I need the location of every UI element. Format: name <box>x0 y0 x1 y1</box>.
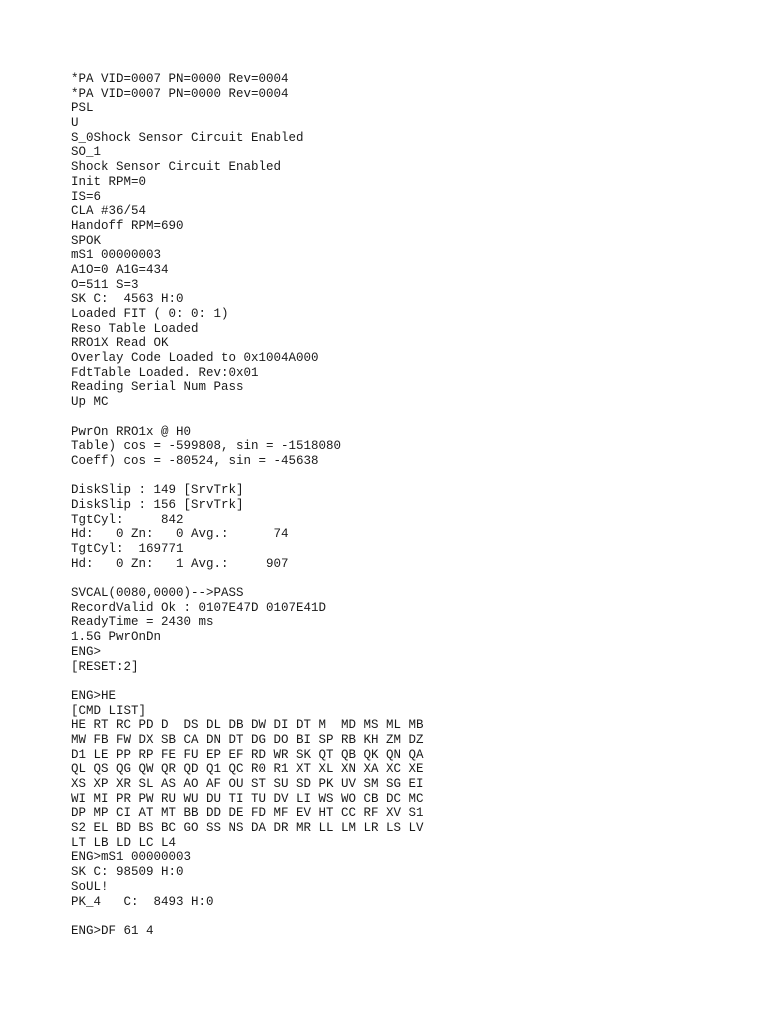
terminal-line: Loaded FIT ( 0: 0: 1) <box>71 307 229 321</box>
terminal-line: HE RT RC PD D DS DL DB DW DI DT M MD MS ML MB <box>71 718 424 733</box>
terminal-line: PwrOn RRO1x @ H0 <box>71 424 192 439</box>
terminal-line: SK C: 98509 H:0 <box>71 865 184 880</box>
terminal-line: RecordValid Ok : 0107E47D 0107E41D <box>71 600 327 615</box>
terminal-line: S2 EL BD BS BC GO SS NS DA DR MR LL LM LR LS LV <box>71 821 424 836</box>
terminal-line: ReadyTime = 2430 ms <box>71 615 214 630</box>
terminal-line: SK C: 4563 H:0 <box>71 292 184 307</box>
terminal-line: Overlay Code Loaded to 0x1004A000 <box>71 351 319 366</box>
terminal-line: MW FB FW DX SB CA DN DT DG DO BI SP RB KH ZM DZ <box>71 732 424 747</box>
terminal-line: Shock Sensor Circuit Enabled <box>71 160 282 175</box>
terminal-line: ENG>mS1 00000003 <box>71 850 192 865</box>
terminal-line: *PA VID=0007 PN=0000 Rev=0004 <box>71 72 289 86</box>
terminal-line: U <box>71 116 79 131</box>
terminal-line <box>71 674 751 689</box>
terminal-line: *PA VID=0007 PN=0000 Rev=0004 <box>71 86 289 101</box>
terminal-line: SVCAL(0080,0000)-->PASS <box>71 586 244 601</box>
terminal-line: FdtTable Loaded. Rev:0x01 <box>71 365 259 380</box>
terminal-line: Table) cos = -599808, sin = -1518080 <box>71 439 342 454</box>
terminal-line: Handoff RPM=690 <box>71 218 184 233</box>
terminal-line: [RESET:2] <box>71 659 139 674</box>
terminal-line: SO_1 <box>71 145 102 160</box>
terminal-line: O=511 S=3 <box>71 277 139 292</box>
terminal-line: S_0Shock Sensor Circuit Enabled <box>71 130 304 145</box>
terminal-line <box>71 571 751 586</box>
terminal-line: A1O=0 A1G=434 <box>71 262 169 277</box>
terminal-line <box>71 469 751 484</box>
terminal-line: PSL <box>71 101 94 116</box>
terminal-line: TgtCyl: 169771 <box>71 542 184 556</box>
terminal-line: ENG>HE <box>71 688 117 703</box>
terminal-line <box>71 410 751 425</box>
terminal-line: Hd: 0 Zn: 0 Avg.: 74 <box>71 527 289 542</box>
terminal-line: Reso Table Loaded <box>71 321 199 336</box>
terminal-line: [CMD LIST] <box>71 703 147 718</box>
terminal-line: mS1 00000003 <box>71 248 162 263</box>
terminal-line: WI MI PR PW RU WU DU TI TU DV LI WS WO CB DC MC <box>71 791 424 806</box>
terminal-line: PK_4 C: 8493 H:0 <box>71 894 214 909</box>
terminal-output <box>71 72 751 939</box>
terminal-line: TgtCyl: 842 <box>71 512 184 527</box>
terminal-line: XS XP XR SL AS AO AF OU ST SU SD PK UV SM SG EI <box>71 777 424 791</box>
terminal-line: LT LB LD LC L4 <box>71 835 177 850</box>
terminal-line: DiskSlip : 149 [SrvTrk] <box>71 483 244 498</box>
terminal-line: QL QS QG QW QR QD Q1 QC R0 R1 XT XL XN XA XC XE <box>71 762 424 777</box>
terminal-line: Up MC <box>71 395 109 410</box>
terminal-line: Reading Serial Num Pass <box>71 380 244 395</box>
terminal-line: 1.5G PwrOnDn <box>71 630 162 645</box>
terminal-line: Coeff) cos = -80524, sin = -45638 <box>71 453 319 468</box>
terminal-line: DP MP CI AT MT BB DD DE FD MF EV HT CC RF XV S1 <box>71 806 424 821</box>
terminal-line: SPOK <box>71 233 102 248</box>
terminal-line: RRO1X Read OK <box>71 336 169 351</box>
terminal-line: Init RPM=0 <box>71 174 147 189</box>
terminal-line: Hd: 0 Zn: 1 Avg.: 907 <box>71 556 289 571</box>
terminal-line: CLA #36/54 <box>71 204 147 219</box>
terminal-line <box>71 909 751 924</box>
terminal-prompt-line[interactable]: ENG>DF 61 4 <box>71 923 154 938</box>
terminal-line: SoUL! <box>71 879 109 894</box>
terminal-line: D1 LE PP RP FE FU EP EF RD WR SK QT QB QK QN QA <box>71 747 424 762</box>
terminal-line: DiskSlip : 156 [SrvTrk] <box>71 497 244 512</box>
terminal-line: IS=6 <box>71 189 102 204</box>
terminal-line: ENG> <box>71 644 102 659</box>
